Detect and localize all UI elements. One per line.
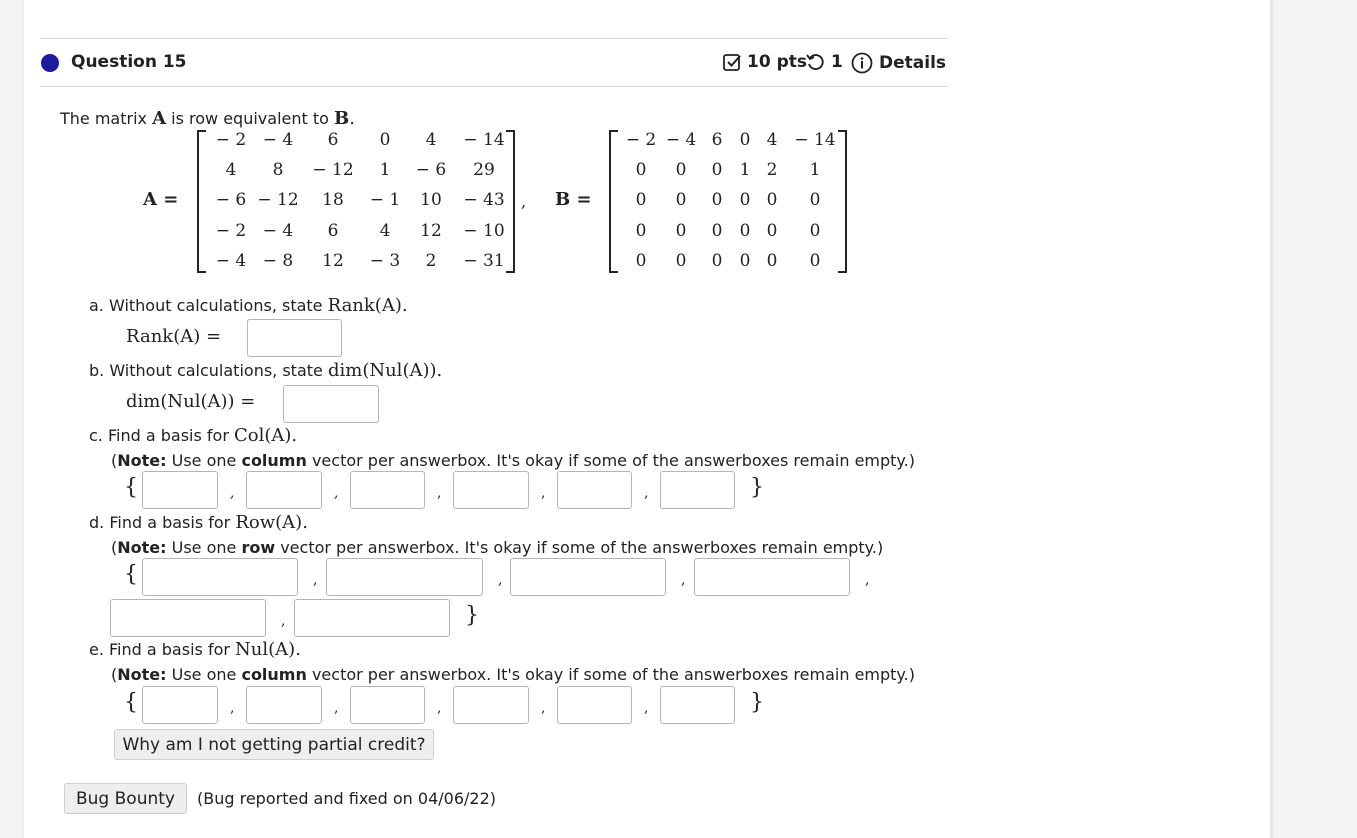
matrix-a-cell: 29 [473,160,495,180]
matrix-a-cell: 4 [379,221,391,241]
matrix-a-cell: 1 [379,160,391,180]
matrix-b-cell: 0 [711,251,723,271]
row-basis-input[interactable] [326,558,483,596]
matrix-a-cell: − 4 [262,130,294,150]
dim-nul-answer-label: dim(Nul(A)) = [126,391,256,412]
part-e-prompt: e. Find a basis for Nul(A). [89,639,301,660]
attempts-label: 1 [831,52,843,72]
matrix-a-cell: 4 [225,160,237,180]
matrix-a-cell: − 6 [215,190,247,210]
matrix-separator: , [521,192,527,211]
bug-bounty-button[interactable]: Bug Bounty [64,783,187,814]
matrix-a-cell: 12 [420,221,442,241]
row-basis-comma: , [865,572,870,588]
matrix-b-cell: 0 [675,251,687,271]
nul-basis-input[interactable] [350,686,425,724]
matrix-b-cell: 0 [766,190,778,210]
matrix-b-cell: 6 [711,130,723,150]
attempts-indicator [805,52,843,72]
points-indicator [722,52,807,72]
matrix-a-cell: − 3 [369,251,401,271]
col-basis-input[interactable] [453,471,529,509]
matrix-a-cell: − 1 [369,190,401,210]
matrix-a-cell: 2 [425,251,437,271]
matrix-b-cell: − 4 [665,130,697,150]
matrix-a-cell: − 31 [463,251,505,271]
nul-basis-input[interactable] [660,686,735,724]
row-basis-comma: , [281,613,286,629]
matrix-b-cell: 0 [711,160,723,180]
row-basis-comma: , [313,572,318,588]
rank-input[interactable] [247,319,342,357]
checkbox-icon [722,52,742,72]
row-basis-input[interactable] [294,599,450,637]
page-edge-right [1270,0,1273,838]
matrix-a-cell: 0 [379,130,391,150]
row-basis-open-brace: { [124,562,138,587]
matrix-a-cell: − 10 [463,221,505,241]
row-basis-close-brace: } [465,603,479,628]
matrix-b-cell: 0 [675,190,687,210]
row-basis-input[interactable] [510,558,666,596]
matrix-a-cell: − 6 [415,160,447,180]
matrix-b-cell: 1 [739,160,751,180]
col-basis-comma: , [541,485,546,501]
row-basis-input[interactable] [110,599,266,637]
matrix-a-cell: 6 [327,221,339,241]
divider-header [40,86,948,87]
matrix-b-cell: 0 [739,130,751,150]
matrix-a-cell: 6 [327,130,339,150]
partial-credit-button[interactable]: Why am I not getting partial credit? [114,729,434,760]
matrix-a-left-bracket [197,130,206,273]
matrix-b-cell: 0 [809,251,821,271]
matrix-a-cell: 18 [322,190,344,210]
matrix-b-cell: 0 [635,221,647,241]
nul-basis-input[interactable] [246,686,322,724]
matrix-a-cell: − 12 [257,190,299,210]
dim-nul-input[interactable] [283,385,379,423]
matrix-b-cell: 0 [635,160,647,180]
matrix-a-cell: − 8 [262,251,294,271]
matrix-a-cell: − 4 [262,221,294,241]
matrix-b-cell: − 14 [794,130,836,150]
col-basis-input[interactable] [142,471,218,509]
matrix-a-cell: − 43 [463,190,505,210]
matrix-b-cell: 0 [766,221,778,241]
matrix-b-cell: 0 [711,221,723,241]
points-label: 10 pts [747,52,807,72]
col-basis-input[interactable] [660,471,735,509]
matrix-b-cell: 0 [675,221,687,241]
divider-top [40,38,948,39]
part-b-prompt: b. Without calculations, state dim(Nul(A)). [89,360,443,381]
matrix-b-cell: 0 [809,221,821,241]
matrix-b-cell: 0 [635,251,647,271]
col-basis-input[interactable] [350,471,425,509]
part-d-note: (Note: Use one row vector per answerbox. It's okay if some of the answerboxes remain empty.) [111,538,884,557]
question-title: Question 15 [71,52,187,72]
col-basis-comma: , [334,485,339,501]
retry-icon [805,52,825,72]
part-d-prompt: d. Find a basis for Row(A). [89,512,308,533]
row-basis-input[interactable] [142,558,298,596]
part-e-note: (Note: Use one column vector per answerbox. It's okay if some of the answerboxes remain empty.) [111,665,915,684]
nul-basis-input[interactable] [142,686,218,724]
intro-text: The matrix A is row equivalent to B. [60,108,355,129]
matrix-b-right-bracket [838,130,847,273]
col-basis-input[interactable] [557,471,632,509]
col-basis-comma: , [230,485,235,501]
matrix-a-label: A = [143,189,179,210]
page-margin-right [1272,0,1357,838]
matrix-a-cell: 10 [420,190,442,210]
col-basis-close-brace: } [750,475,764,500]
details-label: Details [879,53,947,73]
matrix-b-cell: 4 [766,130,778,150]
nul-basis-input[interactable] [557,686,632,724]
col-basis-input[interactable] [246,471,322,509]
matrix-b-cell: 0 [766,251,778,271]
matrix-a-cell: − 2 [215,130,247,150]
row-basis-input[interactable] [694,558,850,596]
matrix-b-cell: 0 [739,251,751,271]
matrix-b-cell: 0 [809,190,821,210]
matrix-b-cell: 0 [635,190,647,210]
page-margin-left [0,0,22,838]
matrix-a-cell: − 4 [215,251,247,271]
matrix-a-cell: − 2 [215,221,247,241]
matrix-b-label: B = [555,189,592,210]
nul-basis-comma: , [644,700,649,716]
nul-basis-open-brace: { [124,690,138,715]
matrix-b-cell: 1 [809,160,821,180]
row-basis-comma: , [498,572,503,588]
nul-basis-input[interactable] [453,686,529,724]
part-a-prompt: a. Without calculations, state Rank(A). [89,295,408,316]
matrix-b-cell: 0 [675,160,687,180]
nul-basis-comma: , [334,700,339,716]
part-c-note: (Note: Use one column vector per answerbox. It's okay if some of the answerboxes remain empty.) [111,451,915,470]
bug-note: (Bug reported and fixed on 04/06/22) [197,789,496,808]
col-basis-open-brace: { [124,475,138,500]
col-basis-comma: , [644,485,649,501]
nul-basis-comma: , [437,700,442,716]
matrix-a-cell: 12 [322,251,344,271]
details-link[interactable] [851,52,946,74]
matrix-a-cell: − 14 [463,130,505,150]
nul-basis-comma: , [541,700,546,716]
matrix-b-cell: 0 [711,190,723,210]
row-basis-comma: , [681,572,686,588]
matrix-a-cell: 8 [272,160,284,180]
matrix-a-cell: − 12 [312,160,354,180]
info-icon [851,52,873,74]
matrix-b-cell: 2 [766,160,778,180]
page-edge-left [22,0,24,838]
matrix-b-left-bracket [609,130,618,273]
question-status-dot [41,54,59,72]
matrix-b-cell: − 2 [625,130,657,150]
part-c-prompt: c. Find a basis for Col(A). [89,425,298,446]
nul-basis-comma: , [230,700,235,716]
rank-answer-label: Rank(A) = [126,326,222,347]
col-basis-comma: , [437,485,442,501]
matrix-a-cell: 4 [425,130,437,150]
nul-basis-close-brace: } [750,690,764,715]
matrix-b-cell: 0 [739,190,751,210]
matrix-b-cell: 0 [739,221,751,241]
matrix-a-right-bracket [506,130,515,273]
